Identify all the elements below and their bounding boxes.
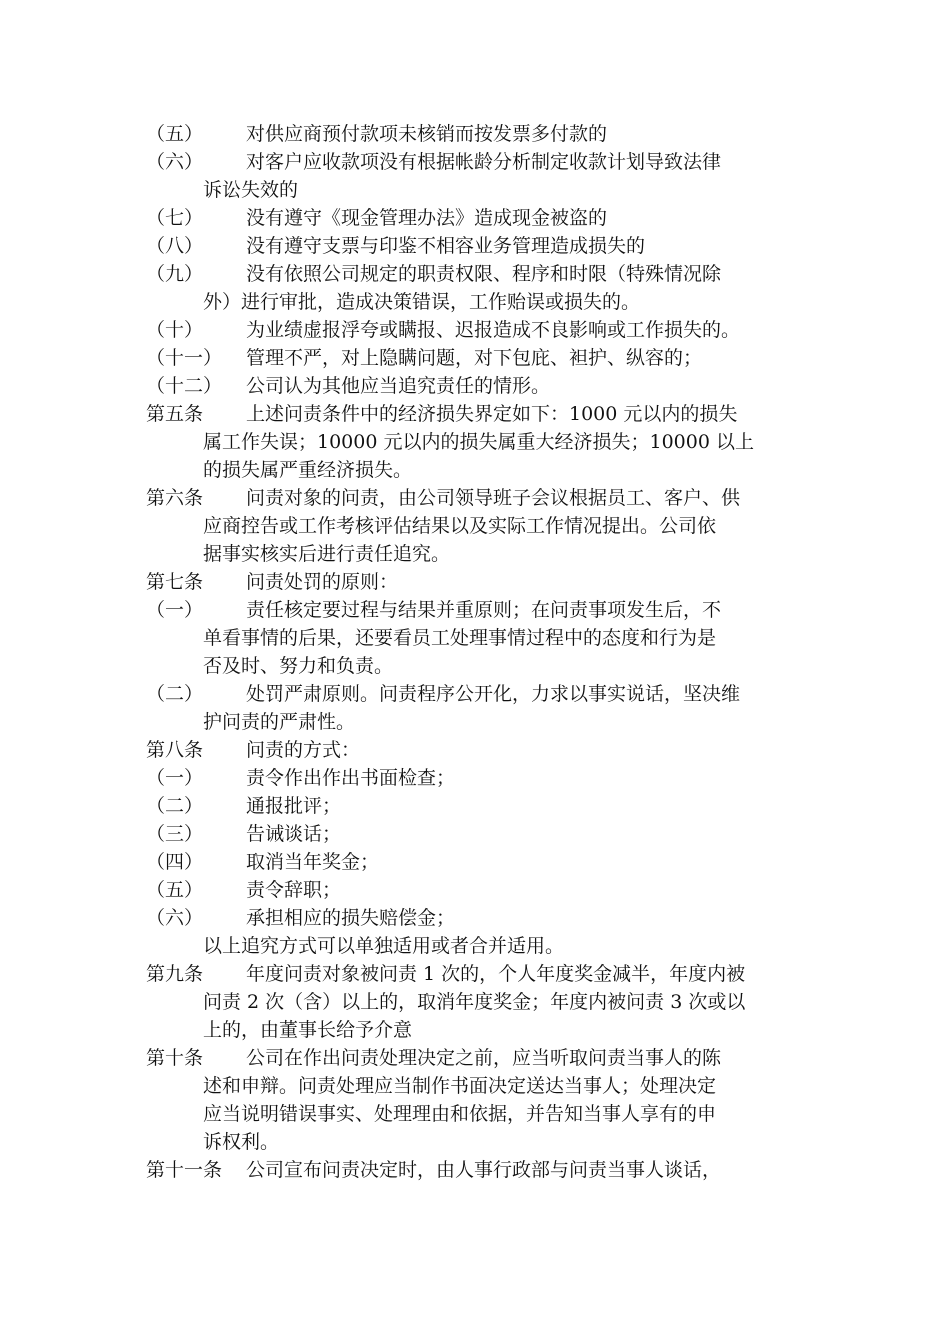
clause-text: 问责对象的问责，由公司领导班子会议根据员工、客户、供 xyxy=(246,487,741,509)
clause-label: （一） xyxy=(146,767,204,789)
text-line xyxy=(0,120,950,148)
clause-text: 通报批评； xyxy=(246,795,342,817)
clause-label: （三） xyxy=(146,823,204,845)
continuation-text: 外）进行审批，造成决策错误，工作贻误或损失的。 xyxy=(203,291,641,313)
clause-label: （十一） xyxy=(146,347,223,369)
clause-text: 上述问责条件中的经济损失界定如下：1000 元以内的损失 xyxy=(246,403,738,425)
clause-label: （十） xyxy=(146,319,204,341)
clause-label: （七） xyxy=(146,207,204,229)
clause-label: （二） xyxy=(146,795,204,817)
clause-label: （二） xyxy=(146,683,204,705)
continuation-text: 诉权利。 xyxy=(203,1131,280,1153)
text-line xyxy=(0,1044,950,1072)
continuation-text: 据事实核实后进行责任追究。 xyxy=(203,543,451,565)
text-line xyxy=(0,288,950,316)
clause-label: （八） xyxy=(146,235,204,257)
clause-label: （五） xyxy=(146,879,204,901)
continuation-text: 应商控告或工作考核评估结果以及实际工作情况提出。公司依 xyxy=(203,515,717,537)
clause-text: 承担相应的损失赔偿金； xyxy=(246,907,456,929)
clause-label: 第十条 xyxy=(146,1047,204,1069)
clause-text: 问责的方式： xyxy=(246,739,361,761)
clause-label: 第八条 xyxy=(146,739,204,761)
text-line xyxy=(0,876,950,904)
continuation-text: 属工作失误；10000 元以内的损失属重大经济损失；10000 以上 xyxy=(203,431,754,453)
clause-text: 问责处罚的原则： xyxy=(246,571,399,593)
clause-text: 没有依照公司规定的职责权限、程序和时限（特殊情况除 xyxy=(246,263,722,285)
clause-text: 告诫谈话； xyxy=(246,823,342,845)
clause-text: 公司宣布问责决定时，由人事行政部与问责当事人谈话， xyxy=(246,1159,722,1181)
text-line xyxy=(0,344,950,372)
clause-label: （五） xyxy=(146,123,204,145)
continuation-text: 以上追究方式可以单独适用或者合并适用。 xyxy=(203,935,565,957)
continuation-text: 述和申辩。问责处理应当制作书面决定送达当事人；处理决定 xyxy=(203,1075,717,1097)
clause-label: （一） xyxy=(146,599,204,621)
clause-text: 责令作出作出书面检查； xyxy=(246,767,456,789)
clause-text: 处罚严肃原则。问责程序公开化，力求以事实说话，坚决维 xyxy=(246,683,741,705)
clause-text: 责令辞职； xyxy=(246,879,342,901)
continuation-text: 护问责的严肃性。 xyxy=(203,711,356,733)
text-line xyxy=(0,232,950,260)
text-line xyxy=(0,680,950,708)
text-line xyxy=(0,960,950,988)
clause-label: （六） xyxy=(146,151,204,173)
clause-label: 第五条 xyxy=(146,403,204,425)
clause-label: 第九条 xyxy=(146,963,204,985)
text-line xyxy=(0,372,950,400)
clause-text: 责任核定要过程与结果并重原则；在问责事项发生后，不 xyxy=(246,599,722,621)
text-line xyxy=(0,484,950,512)
clause-label: （六） xyxy=(146,907,204,929)
text-line xyxy=(0,708,950,736)
continuation-text: 的损失属严重经济损失。 xyxy=(203,459,413,481)
text-line xyxy=(0,512,950,540)
document-body xyxy=(0,120,950,1184)
text-line xyxy=(0,1072,950,1100)
text-line xyxy=(0,904,950,932)
continuation-text: 问责 2 次（含）以上的，取消年度奖金；年度内被问责 3 次或以 xyxy=(203,991,746,1013)
clause-text: 没有遵守《现金管理办法》造成现金被盗的 xyxy=(246,207,608,229)
text-line xyxy=(0,1156,950,1184)
clause-text: 年度问责对象被问责 1 次的，个人年度奖金减半，年度内被 xyxy=(246,963,746,985)
clause-text: 没有遵守支票与印鉴不相容业务管理造成损失的 xyxy=(246,235,646,257)
clause-text: 对供应商预付款项未核销而按发票多付款的 xyxy=(246,123,608,145)
text-line xyxy=(0,400,950,428)
text-line xyxy=(0,764,950,792)
clause-text: 管理不严，对上隐瞒问题，对下包庇、袒护、纵容的； xyxy=(246,347,703,369)
text-line xyxy=(0,596,950,624)
clause-text: 公司在作出问责处理决定之前，应当听取问责当事人的陈 xyxy=(246,1047,722,1069)
clause-label: 第七条 xyxy=(146,571,204,593)
text-line xyxy=(0,848,950,876)
clause-text: 对客户应收款项没有根据帐龄分析制定收款计划导致法律 xyxy=(246,151,722,173)
text-line xyxy=(0,428,950,456)
text-line xyxy=(0,1100,950,1128)
continuation-text: 诉讼失效的 xyxy=(203,179,299,201)
text-line xyxy=(0,820,950,848)
continuation-text: 上的，由董事长给予介意 xyxy=(203,1019,413,1041)
text-line xyxy=(0,456,950,484)
text-line xyxy=(0,316,950,344)
text-line xyxy=(0,988,950,1016)
text-line xyxy=(0,1016,950,1044)
text-line xyxy=(0,736,950,764)
clause-label: （四） xyxy=(146,851,204,873)
clause-label: （十二） xyxy=(146,375,223,397)
clause-text: 公司认为其他应当追究责任的情形。 xyxy=(246,375,551,397)
clause-label: 第六条 xyxy=(146,487,204,509)
text-line xyxy=(0,932,950,960)
continuation-text: 否及时、努力和负责。 xyxy=(203,655,394,677)
text-line xyxy=(0,1128,950,1156)
text-line xyxy=(0,176,950,204)
clause-text: 取消当年奖金； xyxy=(246,851,380,873)
text-line xyxy=(0,540,950,568)
text-line xyxy=(0,204,950,232)
text-line xyxy=(0,792,950,820)
clause-label: （九） xyxy=(146,263,204,285)
text-line xyxy=(0,148,950,176)
clause-label: 第十一条 xyxy=(146,1159,223,1181)
clause-text: 为业绩虚报浮夸或瞒报、迟报造成不良影响或工作损失的。 xyxy=(246,319,741,341)
text-line xyxy=(0,568,950,596)
continuation-text: 单看事情的后果，还要看员工处理事情过程中的态度和行为是 xyxy=(203,627,717,649)
text-line xyxy=(0,652,950,680)
continuation-text: 应当说明错误事实、处理理由和依据，并告知当事人享有的申 xyxy=(203,1103,717,1125)
text-line xyxy=(0,260,950,288)
text-line xyxy=(0,624,950,652)
